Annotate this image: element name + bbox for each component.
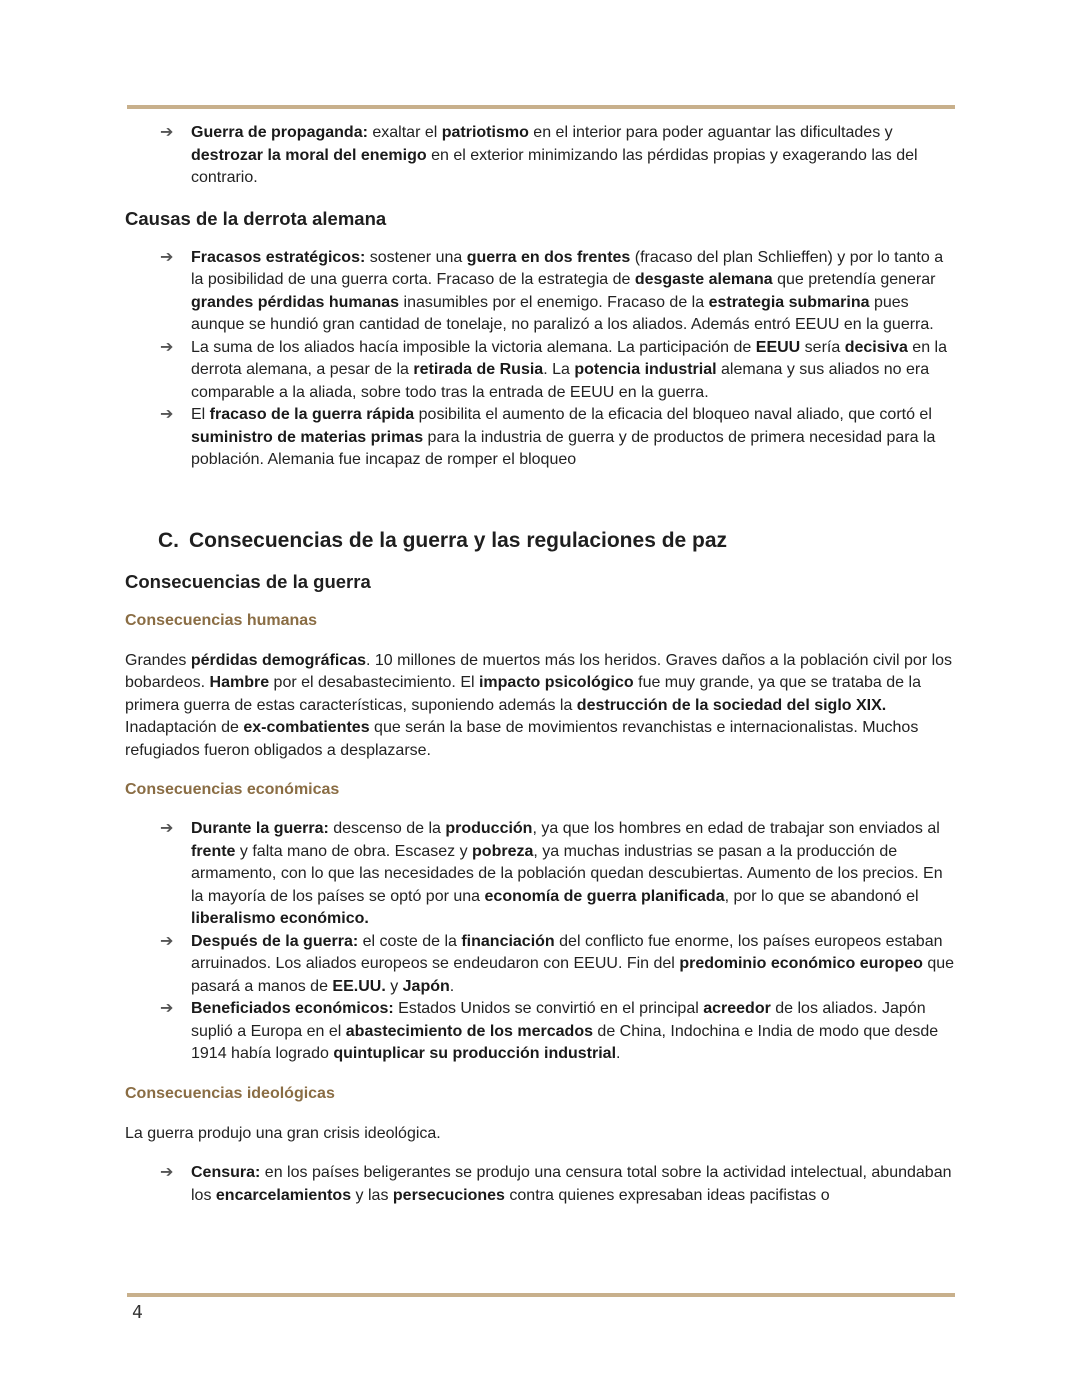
arrow-right-icon: ➔ (160, 124, 174, 141)
arrow-right-icon: ➔ (160, 820, 174, 837)
list-item: ➔ Censura: en los países beligerantes se produjo una censura total sobre la actividad intelectual, abundaban los encarcelamientos y las persecuciones contra quienes expresaban ideas pacifistas o (160, 1164, 952, 1204)
section-title-text: Consecuencias de la guerra y las regulaciones de paz (189, 528, 728, 552)
bottom-rule (127, 1293, 955, 1297)
paragraph-humanas: Grandes pérdidas demográficas. 10 millones de muertos más los heridos. Graves daños a la población civil por los bobardeos. Hambre por el desabastecimiento. El impacto psicológico fue muy grande, ya que se trataba de la primera guerra de estas características, suponiendo además la destrucción de la sociedad del siglo XIX. Inadaptación de ex-combatientes que serán la base de movimientos revanchistas e internacionalistas. Muchos refugiados fueron obligados a desplazarse. (125, 651, 953, 759)
section-c-title (125, 529, 955, 553)
heading-causas: Causas de la derrota alemana (125, 207, 387, 229)
list-item: ➔ Fracasos estratégicos: sostener una guerra en dos frentes (fracaso del plan Schlieffen) y por lo tanto a la posibilidad de una guerra corta. Fracaso de la estrategia de desgaste alemana que pretendía generar grandes pérdidas humanas inasumibles por el enemigo. Fracaso de la estrategia submarina pues aunque se hundió gran cantidad de tonelaje, no paralizó a los aliados. Además entró EEUU en la guerra. (160, 248, 944, 333)
page-content (125, 122, 955, 1207)
ideologicas-list (125, 1162, 955, 1207)
list-item: ➔ Guerra de propaganda: exaltar el patriotismo en el interior para poder aguantar las dificultades y destrozar la moral del enemigo en el exterior minimizando las pérdidas propias y exagerando las del contrario. (160, 124, 918, 186)
arrow-right-icon: ➔ (160, 248, 174, 266)
section-letter: C. (158, 528, 179, 552)
heading-humanas: Consecuencias humanas (125, 611, 318, 629)
list-item: ➔ Después de la guerra: el coste de la financiación del conflicto fue enorme, los países europeos estaban arruinados. Los aliados europeos se endeudaron con EEUU. Fin del predominio económico europeo que pasará a manos de EE.UU. y Japón. (160, 932, 955, 995)
heading-consecuencias: Consecuencias de la guerra (125, 570, 371, 592)
paragraph-ideologicas-intro: La guerra produjo una gran crisis ideológica. (125, 1124, 441, 1142)
arrow-right-icon: ➔ (160, 1164, 174, 1181)
economicas-list (125, 818, 955, 1066)
list-item: ➔ Beneficiados económicos: Estados Unidos se convirtió en el principal acreedor de los aliados. Japón suplió a Europa en el abastecimiento de los mercados de China, Indochina e India de modo que desde 1914 había logrado quintuplicar su producción industrial. (160, 1000, 939, 1062)
propaganda-list (125, 122, 955, 190)
list-item: ➔ Durante la guerra: descenso de la producción, ya que los hombres en edad de trabajar son enviados al frente y falta mano de obra. Escasez y pobreza, ya muchas industrias se pasan a la producción de armamento, con lo que las necesidades de la población quedan descubiertas. Aumento de los precios. En la mayoría de los países se optó por una economía de guerra planificada, por lo que se abandonó el liberalismo económico. (160, 820, 943, 927)
list-item: ➔ La suma de los aliados hacía imposible la victoria alemana. La participación de EEUU sería decisiva en la derrota alemana, a pesar de la retirada de Rusia. La potencia industrial alemana y sus aliados no era comparable a la aliada, sobre todo tras la entrada de EEUU en la guerra. (160, 338, 947, 401)
arrow-right-icon: ➔ (160, 338, 174, 356)
causas-list (125, 247, 955, 472)
page-number: 4 (132, 1302, 143, 1323)
top-rule (127, 105, 955, 109)
arrow-right-icon: ➔ (160, 406, 174, 423)
arrow-right-icon: ➔ (160, 932, 174, 950)
heading-economicas: Consecuencias económicas (125, 781, 340, 798)
list-item: ➔ El fracaso de la guerra rápida posibilita el aumento de la eficacia del bloqueo naval aliado, que cortó el suministro de materias primas para la industria de guerra y de productos de primera necesidad para la población. Alemania fue incapaz de romper el bloqueo (160, 406, 936, 468)
arrow-right-icon: ➔ (160, 1000, 174, 1017)
heading-ideologicas: Consecuencias ideológicas (125, 1084, 335, 1102)
